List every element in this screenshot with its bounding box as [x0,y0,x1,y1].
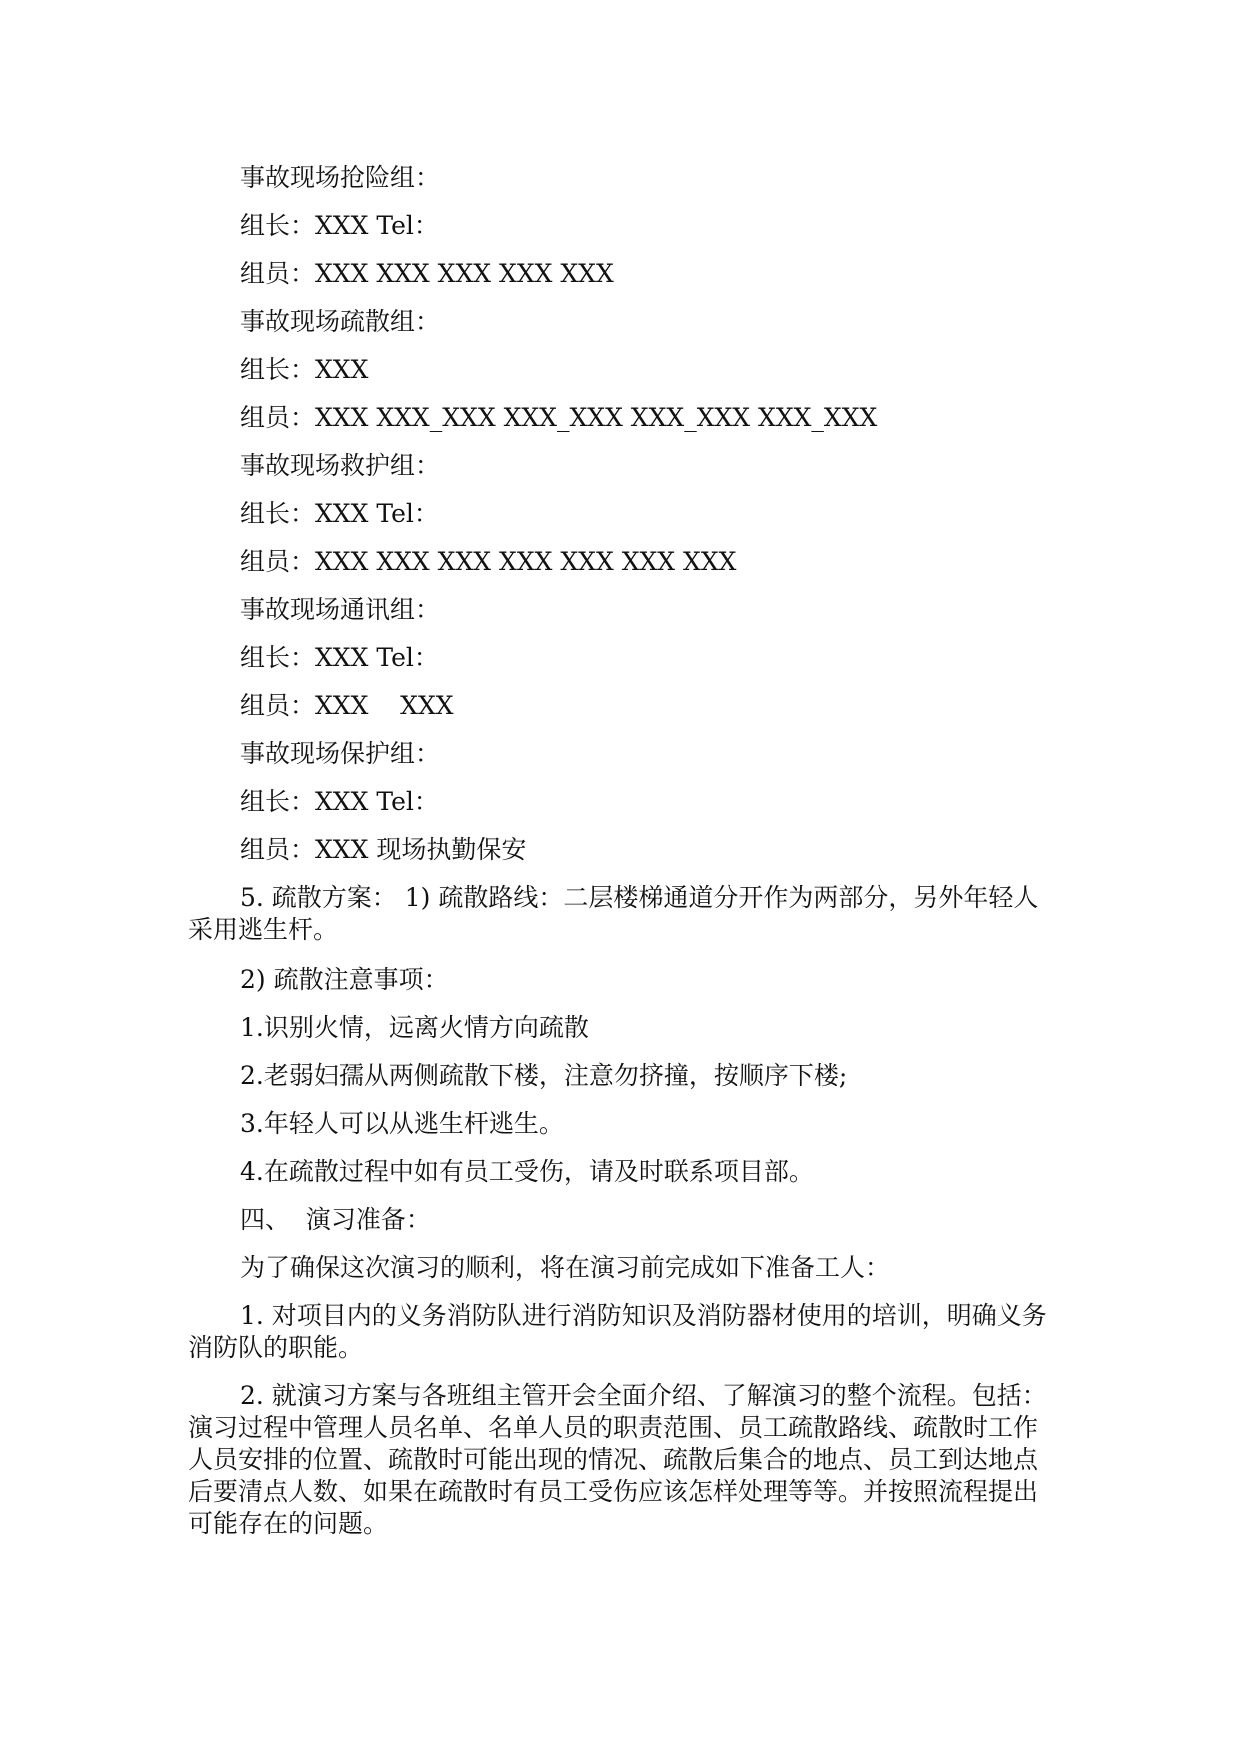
group-heading-rescue: 事故现场抢险组： [240,163,441,192]
preparation-item-2: 2. 就演习方案与各班组主管开会全面介绍、了解演习的整个流程。包括：演习过程中管理人员名单、名单人员的职责范围、员工疏散路线、疏散时工作人员安排的位置、疏散时可能出现的情况、疏散后集合的地点、员工到达地点后要清点人数、如果在疏散时有员工受伤应该怎样处理等等。并按照流程提出可能存在的问题。 [188,1381,1047,1538]
preparation-intro: 为了确保这次演习的顺利，将在演习前完成如下准备工人： [240,1253,891,1282]
evacuation-plan-paragraph: 5. 疏散方案： 1) 疏散路线：二层楼梯通道分开作为两部分，另外年轻人采用逃生杆。 [188,883,1039,944]
group-leader-medical: 组长：XXX Tel： [240,499,439,528]
evacuation-notes-heading: 2) 疏散注意事项： [240,965,449,994]
group-leader-rescue: 组长：XXX Tel： [240,211,439,240]
evacuation-note-2: 2.老弱妇孺从两侧疏散下楼，注意勿挤撞，按顺序下楼; [240,1061,848,1090]
group-heading-protection: 事故现场保护组： [240,739,441,768]
preparation-item-1: 1. 对项目内的义务消防队进行消防知识及消防器材使用的培训，明确义务消防队的职能。 [188,1301,1047,1362]
group-members-evacuation: 组员：XXX XXX_XXX XXX_XXX XXX_XXX XXX_XXX [240,403,878,432]
group-members-rescue: 组员：XXX XXX XXX XXX XXX [240,259,614,288]
group-heading-evacuation: 事故现场疏散组： [240,307,441,336]
group-leader-evacuation: 组长：XXX [240,355,369,384]
group-members-protection: 组员：XXX 现场执勤保安 [240,835,527,864]
section-heading-preparation: 四、 演习准备： [240,1205,431,1234]
group-members-communication: 组员：XXX XXX [240,691,454,720]
group-members-medical: 组员：XXX XXX XXX XXX XXX XXX XXX [240,547,737,576]
group-leader-protection: 组长：XXX Tel： [240,787,439,816]
evacuation-note-4: 4.在疏散过程中如有员工受伤，请及时联系项目部。 [240,1157,814,1186]
group-leader-communication: 组长：XXX Tel： [240,643,439,672]
evacuation-note-3: 3.年轻人可以从逃生杆逃生。 [240,1109,564,1138]
evacuation-note-1: 1.识别火情，远离火情方向疏散 [240,1013,589,1042]
group-heading-communication: 事故现场通讯组： [240,595,441,624]
group-heading-medical: 事故现场救护组： [240,451,441,480]
